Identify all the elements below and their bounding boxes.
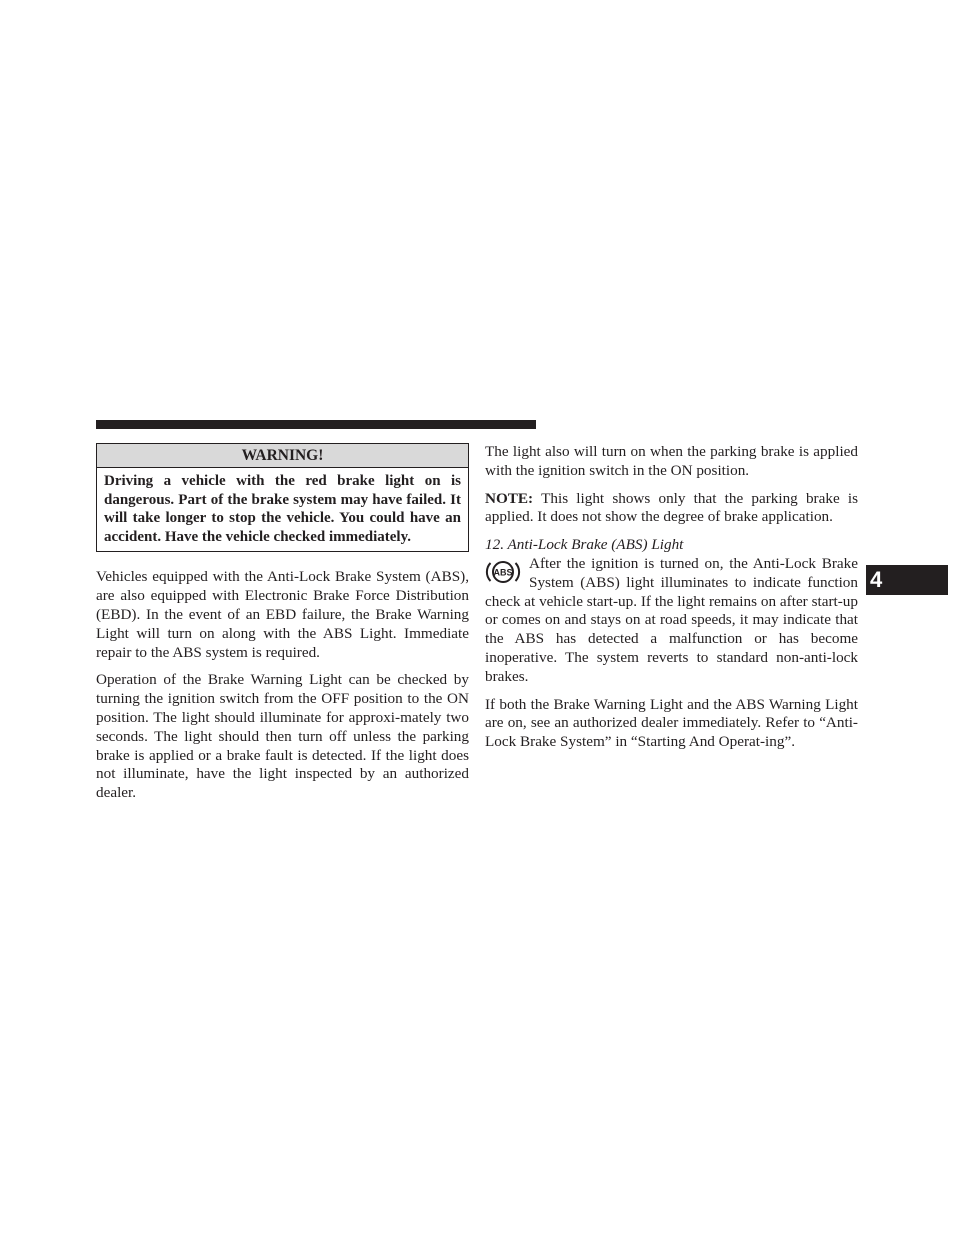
right-column xyxy=(485,443,858,761)
warning-box xyxy=(96,443,469,552)
section-top-rule xyxy=(96,420,536,429)
chapter-number: 4 xyxy=(870,567,883,592)
abs-paragraph: After the ignition is turned on, the Anti-Lock Brake System (ABS) light illuminates to indicate function check at vehicle start-up. If the light remains on after start-up or comes on and stays on at road speeds, it may indicate that the ABS has detected a malfunction or has become inoperative. The system reverts to standard non-anti-lock brakes. xyxy=(485,554,858,685)
abs-section-heading: 12. Anti-Lock Brake (ABS) Light xyxy=(485,536,684,554)
left-column xyxy=(96,443,469,812)
note-paragraph xyxy=(485,490,858,528)
warning-text: Driving a vehicle with the red brake light on is dangerous. Part of the brake system may have failed. It will take longer to stop the vehicle. You could have an accident. Have the vehicle checked immediately. xyxy=(104,473,461,545)
both-lights-paragraph: If both the Brake Warning Light and the ABS Warning Light are on, see an authorized dealer immediately. Refer to “Anti-Lock Brake System” in “Starting And Operat-ing”. xyxy=(485,695,858,751)
abs-icon-label: ABS xyxy=(493,567,513,578)
abs-block xyxy=(485,555,858,687)
note-text: This light shows only that the parking brake is applied. It does not show the degree of brake application. xyxy=(485,489,858,526)
ebd-paragraph: Vehicles equipped with the Anti-Lock Brake System (ABS), are also equipped with Electronic Brake Force Distribution (EBD). In the event of an EBD failure, the Brake Warning Light will turn on along with the ABS Light. Immediate repair to the ABS system is required. xyxy=(96,568,469,661)
parking-brake-paragraph: The light also will turn on when the parking brake is applied with the ignition switch in the ON position. xyxy=(485,443,858,479)
note-label: NOTE: xyxy=(485,489,534,507)
brake-light-check-paragraph: Operation of the Brake Warning Light can be checked by turning the ignition switch from the OFF position to the ON position. The light should illuminate for approxi-mately two seconds. The light should then turn off unless the parking brake is applied or a brake fault is detected. If the light does not illuminate, have the light inspected by an authorized dealer. xyxy=(96,671,469,802)
abs-warning-icon xyxy=(485,555,521,586)
chapter-tab xyxy=(866,565,948,595)
warning-title: WARNING! xyxy=(97,444,468,468)
